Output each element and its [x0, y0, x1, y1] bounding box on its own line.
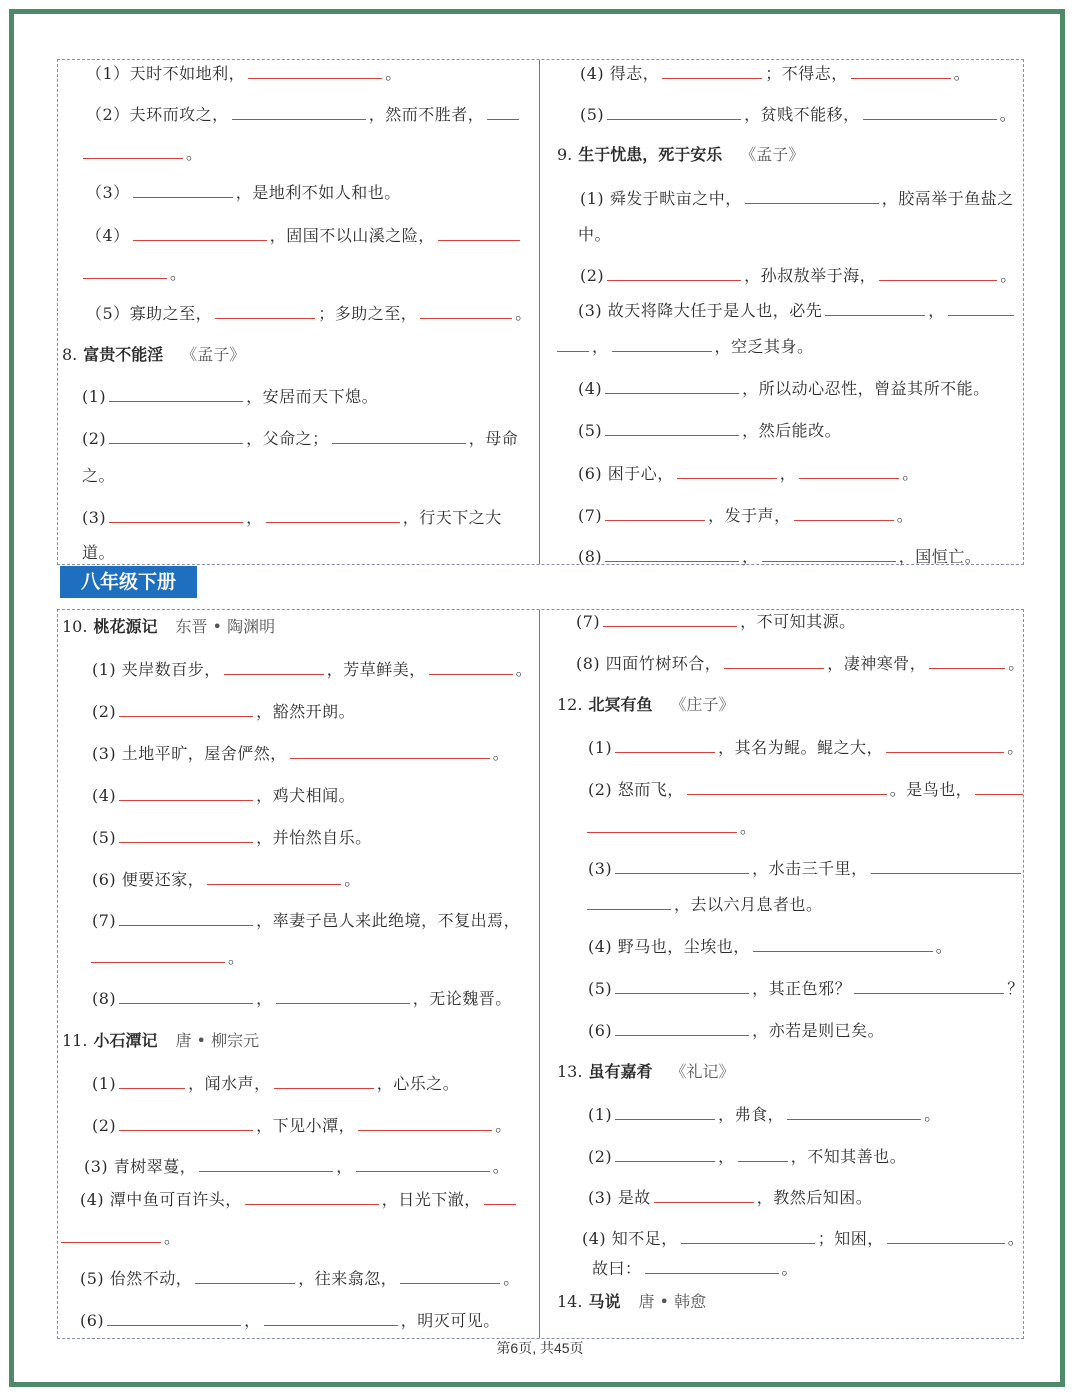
exercise-line: (4) 得志， ；不得志， 。 — [580, 64, 971, 83]
exercise-line: (3) 青树翠蔓， ， 。 — [84, 1157, 510, 1176]
column-divider — [539, 610, 540, 1338]
exercise-line: (8) ， ，国恒亡。 — [578, 547, 982, 566]
exercise-line: (2) 怒而飞， 。是鸟也， — [588, 778, 1026, 801]
exercise-line: (4) 知不足， ；知困， 。 — [582, 1229, 1025, 1248]
exercise-line: (2) ，孙叔敖举于海， 。 — [580, 266, 1017, 285]
exercise-line: (4) ，鸡犬相闻。 — [92, 786, 356, 805]
exercise-line: 。 — [80, 142, 203, 165]
section-9-heading: 9. 生于忧患，死于安乐 《孟子》 — [557, 145, 805, 164]
exercise-line: 。 — [88, 946, 245, 969]
exercise-line: 故曰： 。 — [592, 1259, 799, 1278]
exercise-line: （3） ，是地利不如人和也。 — [86, 183, 401, 202]
exercise-line: ，去以六月息者也。 — [584, 893, 823, 916]
exercise-line: (3) 是故 ，教然后知困。 — [588, 1188, 873, 1207]
exercise-line: (8) ， ，无论魏晋。 — [92, 989, 512, 1008]
exercise-line: (4) 潭中鱼可百许头， ，日光下澈， — [80, 1188, 519, 1211]
exercise-line: (5) ，其正色邪？ ？ — [588, 979, 1024, 998]
exercise-line: (4) ，所以动心忍性，曾益其所不能。 — [578, 379, 990, 398]
exercise-line: (6) ，亦若是则已矣。 — [588, 1021, 885, 1040]
exercise-line: (3) 故天将降大任于是人也，必先 ， — [578, 299, 1017, 322]
exercise-line: (1) ，闻水声， ，心乐之。 — [92, 1074, 460, 1093]
exercise-line: (8) 四面竹树环合， ，凄神寒骨， 。 — [576, 654, 1025, 673]
exercise-line: ， ，空乏其身。 — [554, 335, 814, 358]
exercise-line: (2) ，豁然开朗。 — [92, 702, 356, 721]
exercise-line: 之。 — [82, 466, 116, 485]
exercise-line: (3) ，水击三千里， — [588, 857, 1024, 880]
exercise-line: (1) 夹岸数百步， ，芳草鲜美， 。 — [92, 660, 533, 679]
exercise-line: 。 — [80, 262, 187, 285]
exercise-line: （4） ，固国不以山溪之险， — [86, 224, 523, 247]
exercise-line: (6) ， ，明灭可见。 — [80, 1311, 500, 1330]
exercise-line: (5) ，然后能改。 — [578, 421, 842, 440]
exercise-line: 中。 — [578, 225, 612, 244]
exercise-line: (3) ， ，行天下之大 — [82, 508, 502, 527]
exercise-line: (2) ， ，不知其善也。 — [588, 1147, 907, 1166]
section-8-heading: 8. 富贵不能淫 《孟子》 — [62, 345, 246, 364]
column-divider — [539, 60, 540, 564]
exercise-line: (1) ，弗食， 。 — [588, 1105, 941, 1124]
exercise-line: (1) ，安居而天下熄。 — [82, 387, 379, 406]
exercise-line: 。 — [584, 816, 757, 839]
section-14-heading: 14. 马说 唐 • 韩愈 — [557, 1292, 707, 1311]
section-10-heading: 10. 桃花源记 东晋 • 陶渊明 — [62, 617, 276, 636]
exercise-line: （1）天时不如地利， 。 — [86, 64, 402, 83]
section-12-heading: 12. 北冥有鱼 《庄子》 — [557, 695, 735, 714]
exercise-line: (5) 佁然不动， ，往来翕忽， 。 — [80, 1269, 520, 1288]
exercise-line: (5) ，贫贱不能移， 。 — [580, 105, 1017, 124]
exercise-line: (4) 野马也，尘埃也， 。 — [588, 937, 953, 956]
exercise-line: （5）寡助之至， ；多助之至， 。 — [86, 304, 532, 323]
exercise-line: (1) ，其名为鲲。鲲之大， 。 — [588, 738, 1024, 757]
exercise-line: (2) ，下见小潭， 。 — [92, 1116, 512, 1135]
exercise-line: (1) 舜发于畎亩之中， ，胶鬲举于鱼盐之 — [580, 189, 1014, 208]
exercise-line: (6) 便要还家， 。 — [92, 870, 361, 889]
section-13-heading: 13. 虽有嘉肴 《礼记》 — [557, 1062, 735, 1081]
exercise-line: 。 — [58, 1226, 181, 1249]
section-11-heading: 11. 小石潭记 唐 • 柳宗元 — [62, 1031, 260, 1050]
exercise-line: (6) 困于心， ， 。 — [578, 464, 919, 483]
grade-banner: 八年级下册 — [60, 566, 197, 598]
exercise-line: 道。 — [82, 543, 116, 562]
exercise-line: (7) ，率妻子邑人来此绝境，不复出焉， — [92, 911, 521, 930]
page-footer: 第6页, 共45页 — [496, 1340, 584, 1356]
exercise-line: (5) ，并怡然自乐。 — [92, 828, 372, 847]
exercise-line: (7) ，发于声， 。 — [578, 506, 914, 525]
exercise-line: （2）夫环而攻之， ，然而不胜者， — [86, 103, 522, 126]
exercise-line: (3) 土地平旷，屋舍俨然， 。 — [92, 744, 510, 763]
exercise-line: (2) ，父命之； ，母命 — [82, 429, 519, 448]
exercise-line: (7) ，不可知其源。 — [576, 612, 856, 631]
